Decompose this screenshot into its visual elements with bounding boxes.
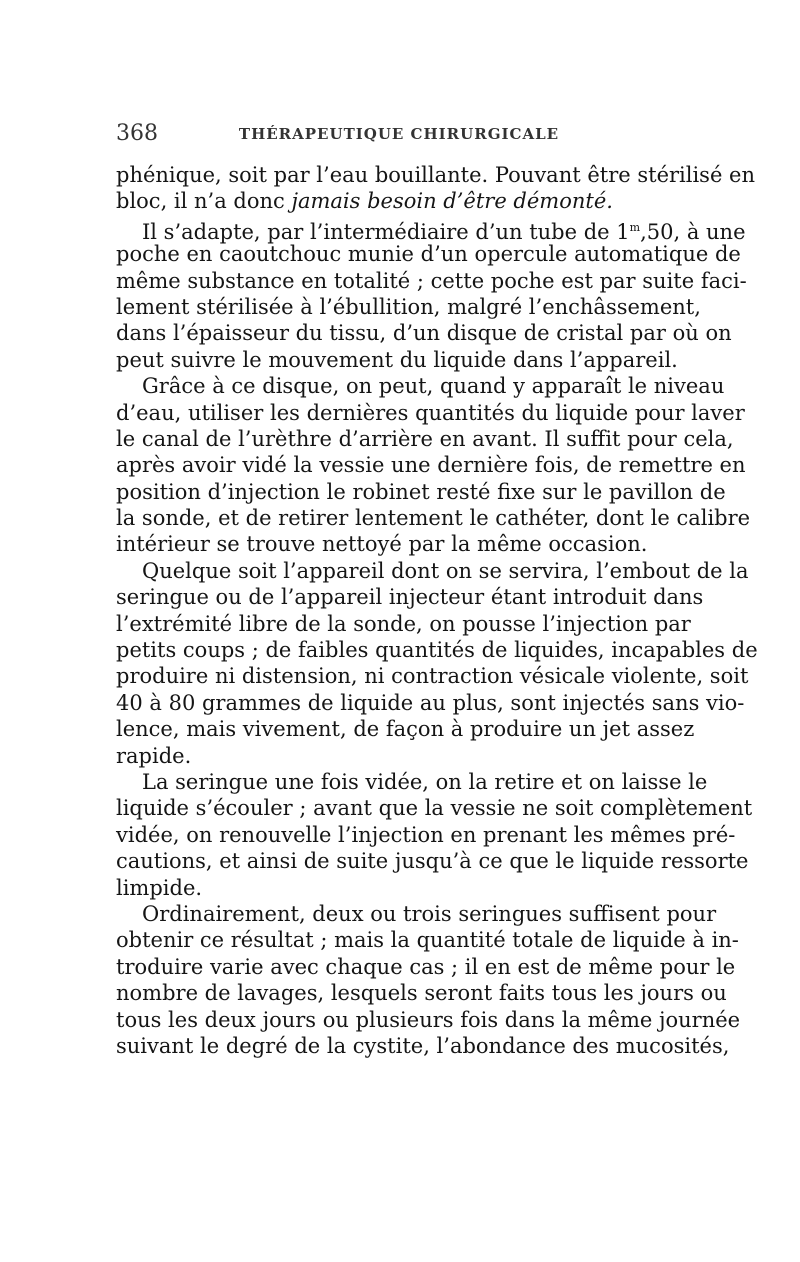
text-line: 40 à 80 grammes de liquide au plus, sont injectés sans vio- [116,690,745,715]
running-title: THÉRAPEUTIQUE CHIRURGICALE [238,125,560,143]
text-line: bloc, il n’a donc jamais besoin d’être démonté. [116,189,613,214]
text-line: liquide s’écouler ; avant que la vessie ne soit complètement [116,796,753,821]
paragraph-first-line: Quelque soit l’appareil dont on se servira, l’embout de la [142,558,749,583]
text-line: produire ni distension, ni contraction vésicale violente, soit [116,664,749,689]
text-line: position d’injection le robinet resté fixe sur le pavillon de [116,479,726,504]
paragraph-first-line: La seringue une fois vidée, on la retire et on laisse le [142,769,708,794]
text-line: le canal de l’urèthre d’arrière en avant. Il suffit pour cela, [116,426,734,451]
text-line: vidée, on renouvelle l’injection en prenant les mêmes pré- [116,822,736,847]
emphasis-text: jamais besoin d’être démonté. [291,189,613,214]
text-line: même substance en totalité ; cette poche est par suite faci- [116,268,747,293]
superscript-unit: m [629,220,641,234]
text-line: phénique, soit par l’eau bouillante. Pouvant être stérilisé en [116,163,756,187]
text-line: rapide. [116,743,192,768]
text-line: peut suivre le mouvement du liquide dans l’appareil. [116,347,678,372]
page-header [116,118,682,150]
text-line: lence, mais vivement, de façon à produire un jet assez [116,717,695,742]
text-line: troduire varie avec chaque cas ; il en est de même pour le [116,954,736,979]
text-line: l’extrémité libre de la sonde, on pousse l’injection par [116,611,691,636]
text-line: cautions, et ainsi de suite jusqu’à ce que le liquide ressorte [116,849,749,874]
text-line: lement stérilisée à l’ébullition, malgré l’enchâssement, [116,294,701,319]
text-line: petits coups ; de faibles quantités de liquides, incapables de [116,638,758,663]
text-line: tous les deux jours ou plusieurs fois dans la même journée [116,1007,741,1032]
text-line: obtenir ce résultat ; mais la quantité totale de liquide à in- [116,928,739,953]
text-line: dans l’épaisseur du tissu, d’un disque de cristal par où on [116,321,732,346]
text-line: seringue ou de l’appareil injecteur étant introduit dans [116,585,704,610]
text-line: poche en caoutchouc munie d’un opercule automatique de [116,242,741,267]
text-line: après avoir vidé la vessie une dernière fois, de remettre en [116,453,746,478]
text-line: la sonde, et de retirer lentement le cathéter, dont le calibre [116,506,751,531]
text-line: intérieur se trouve nettoyé par la même occasion. [116,532,648,557]
paragraph-first-line: Grâce à ce disque, on peut, quand y apparaît le niveau [142,374,725,399]
text-line: d’eau, utiliser les dernières quantités du liquide pour laver [116,400,745,425]
paragraph-first-line: Ordinairement, deux ou trois seringues suffisent pour [142,901,717,926]
page-number: 368 [116,121,158,146]
text-line: suivant le degré de la cystite, l’abondance des mucosités, [116,1033,730,1058]
body-text [116,162,758,1112]
text-line: nombre de lavages, lesquels seront faits tous les jours ou [116,981,727,1006]
text-line: limpide. [116,875,203,900]
paragraph-first-line: Il s’adapte, par l’intermédiaire d’un tube de 1$^m$,50, à une [142,219,746,244]
